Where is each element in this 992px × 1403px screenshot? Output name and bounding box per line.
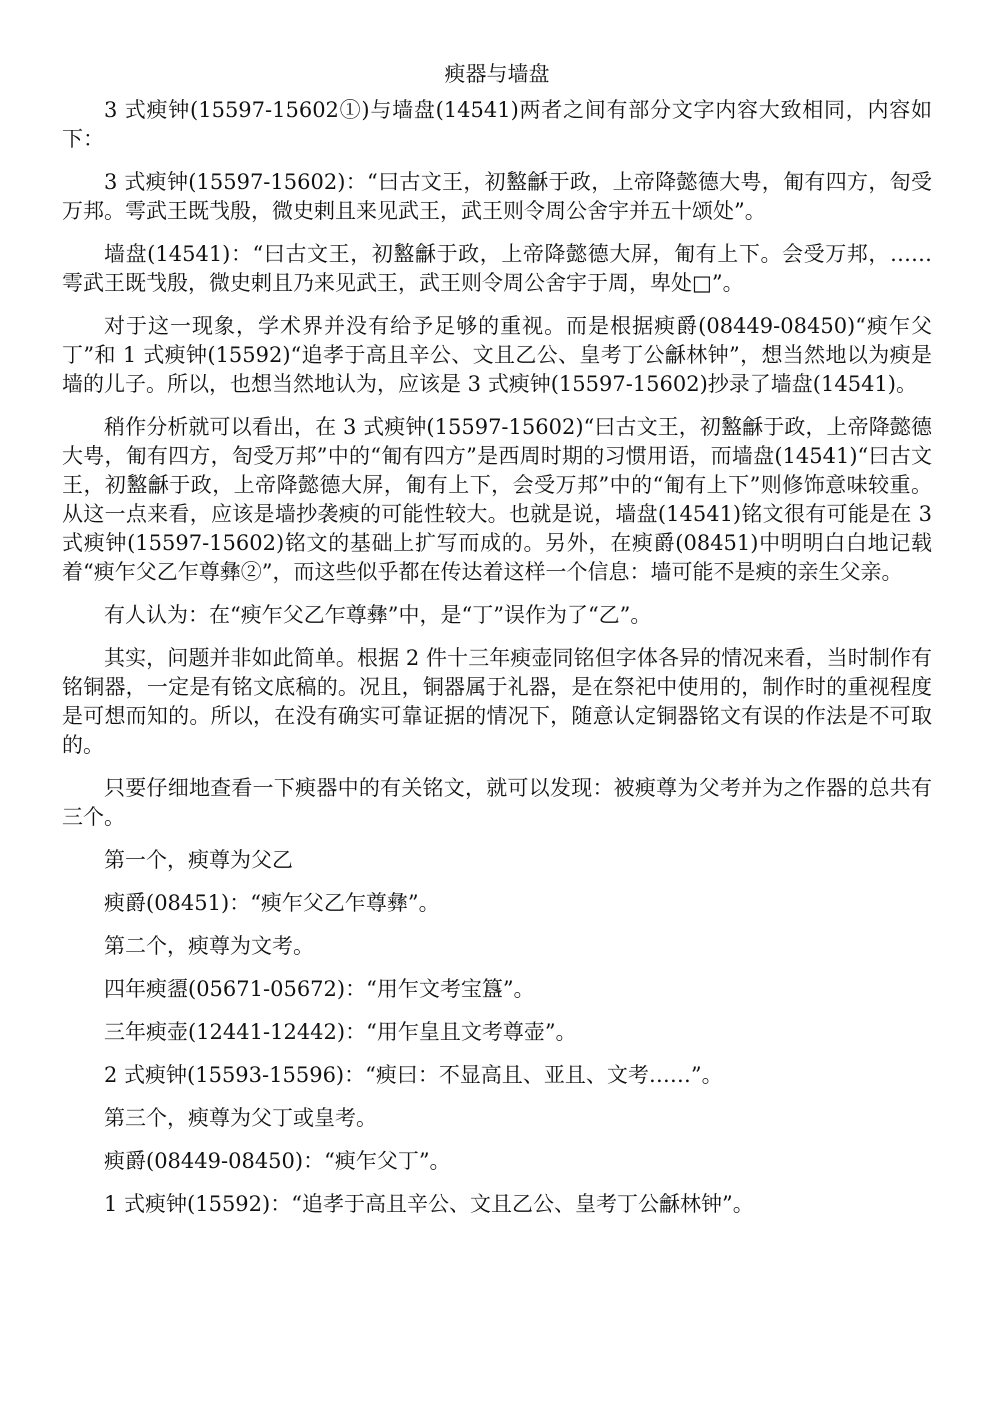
document-page — [62, 58, 932, 1233]
paragraph-17: 1 式瘐钟(15592)：“追孝于高且辛公、文且乙公、皇考丁公龢林钟”。 — [104, 1192, 754, 1216]
paragraph-10: 瘐爵(08451)：“瘐乍父乙乍尊彝”。 — [104, 891, 440, 915]
paragraph-8: 只要仔细地查看一下瘐器中的有关铭文，就可以发现：被瘐尊为父考并为之作器的总共有三个。 — [62, 776, 932, 829]
paragraph-5: 稍作分析就可以看出，在 3 式瘐钟(15597-15602)“曰古文王，初盭龢于政，上帝降懿德大甹，匍有四方，匌受万邦”中的“匍有四方”是西周时期的习惯用语，而墙盘(14541)“曰古文王，初盭龢于政，上帝降懿德大屏，匍有上下，会受万邦”中的“匍有上下”则修饰意味较重。从这一点来看，应该是墙抄袭瘐的可能性较大。也就是说，墙盘(14541)铭文很有可能是在 3 式瘐钟(15597-15602)铭文的基础上扩写而成的。另外，在瘐爵(08451)中明明白白地记载着“瘐乍父乙乍尊彝②”，而这些似乎都在传达着这样一个信息：墙可能不是瘐的亲生父亲。 — [62, 415, 932, 584]
paragraph-7: 其实，问题并非如此简单。根据 2 件十三年瘐壶同铭但字体各异的情况来看，当时制作有铭铜器，一定是有铭文底稿的。况且，铜器属于礼器，是在祭祀中使用的，制作时的重视程度是可想而知的。所以，在没有确实可靠证据的情况下，随意认定铜器铭文有误的作法是不可取的。 — [62, 646, 932, 757]
paragraph-11: 第二个，瘐尊为文考。 — [104, 934, 314, 958]
paragraph-6: 有人认为：在“瘐乍父乙乍尊彝”中，是“丁”误作为了“乙”。 — [104, 603, 652, 627]
paragraph-16: 瘐爵(08449-08450)：“瘐乍父丁”。 — [104, 1149, 451, 1173]
paragraph-4: 对于这一现象，学术界并没有给予足够的重视。而是根据瘐爵(08449-08450)“瘐乍父丁”和 1 式瘐钟(15592)“追孝于高且辛公、文且乙公、皇考丁公龢林钟”，想当然地以为瘐是墙的儿子。所以，也想当然地认为，应该是 3 式瘐钟(15597-15602)抄录了墙盘(14541)。 — [62, 314, 932, 396]
paragraph-14: 2 式瘐钟(15593-15596)：“瘐曰：不显高且、亚且、文考……”。 — [104, 1063, 723, 1087]
paragraph-1: 3 式瘐钟(15597-15602①)与墙盘(14541)两者之间有部分文字内容大致相同，内容如下： — [62, 98, 932, 151]
document-title: 瘐器与墙盘 — [444, 62, 550, 86]
paragraph-2: 3 式瘐钟(15597-15602)：“曰古文王，初盭龢于政，上帝降懿德大甹，匍有四方，匌受万邦。雩武王既𢦏殷，微史剌且来见武王，武王则令周公舍宇并五十颂处”。 — [62, 170, 932, 223]
paragraph-12: 四年瘐盨(05671-05672)：“用乍文考宝簋”。 — [104, 977, 535, 1001]
paragraph-9: 第一个，瘐尊为父乙 — [104, 848, 293, 872]
paragraph-15: 第三个，瘐尊为父丁或皇考。 — [104, 1106, 377, 1130]
paragraph-13: 三年瘐壶(12441-12442)：“用乍皇且文考尊壶”。 — [104, 1020, 577, 1044]
paragraph-3: 墙盘(14541)：“曰古文王，初盭龢于政，上帝降懿德大屏，匍有上下。会受万邦，……雩武王既𢦏殷，微史剌且乃来见武王，武王则令周公舍宇于周，卑处□”。 — [62, 242, 932, 295]
